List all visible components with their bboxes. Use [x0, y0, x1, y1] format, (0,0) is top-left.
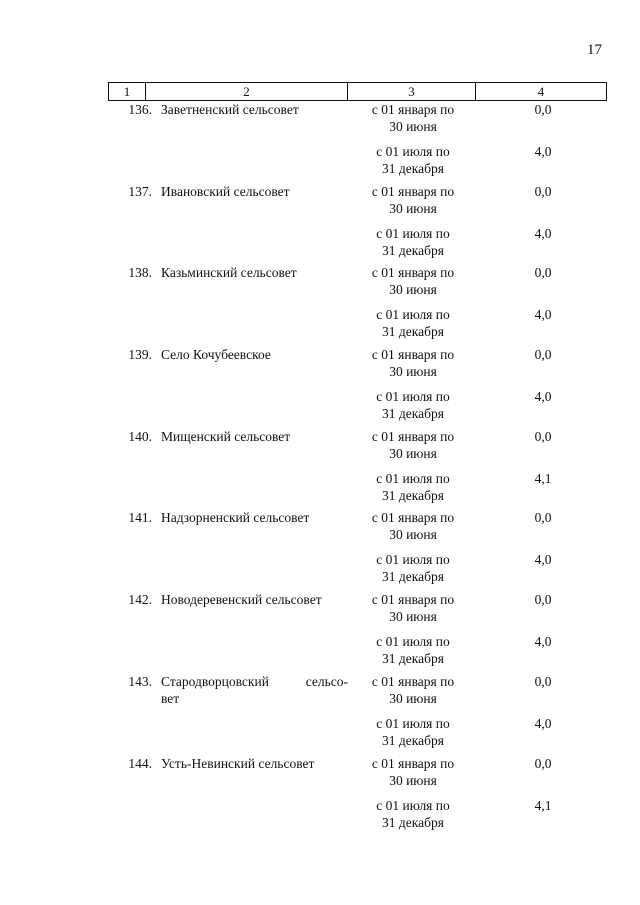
settlement-name-line: Новодеревенский сельсовет — [161, 592, 322, 608]
value-cell — [478, 508, 608, 590]
period-cell — [348, 754, 478, 836]
period-cell — [348, 345, 478, 427]
period-line: 31 декабря — [382, 324, 444, 340]
settlement-name — [152, 672, 348, 754]
value-cell — [478, 345, 608, 427]
period-line: 31 декабря — [382, 814, 444, 830]
table-row — [108, 182, 604, 264]
period-line: с 01 июля по — [376, 307, 450, 323]
period-line: 30 июня — [389, 527, 437, 543]
column-header-2: 2 — [146, 83, 348, 101]
period-line: с 01 июля по — [376, 389, 450, 405]
value-cell — [478, 100, 608, 182]
period-cell — [348, 100, 478, 182]
period-line: с 01 января по — [371, 183, 455, 199]
period-line: с 01 января по — [371, 592, 455, 608]
table-row — [108, 345, 604, 427]
settlement-name-line: Казьминский сельсовет — [161, 265, 297, 281]
value-cell — [478, 590, 608, 672]
period-range — [348, 305, 478, 347]
period-range — [348, 100, 478, 142]
period-line: с 01 июля по — [376, 552, 450, 568]
period-line: с 01 июля по — [376, 797, 450, 813]
period-range — [348, 387, 478, 429]
settlement-name — [152, 508, 348, 590]
period-cell — [348, 590, 478, 672]
row-number: 141. — [128, 510, 152, 526]
period-line: 31 декабря — [382, 651, 444, 667]
period-line: 31 декабря — [382, 569, 444, 585]
column-header-4: 4 — [476, 83, 607, 101]
settlement-name — [152, 345, 348, 427]
rate-value: 0,0 — [534, 347, 552, 363]
row-number: 139. — [128, 347, 152, 363]
table-body — [108, 100, 604, 835]
settlement-name — [152, 182, 348, 264]
rate-value: 4,0 — [534, 389, 552, 405]
page-number: 17 — [587, 42, 602, 58]
rate-value: 4,1 — [534, 797, 552, 813]
rate-value: 4,0 — [534, 225, 552, 241]
period-line: 30 июня — [389, 772, 437, 788]
settlement-name-line: Заветненский сельсовет — [161, 102, 299, 117]
table-row — [108, 508, 604, 590]
value-cell — [478, 182, 608, 264]
settlement-name — [152, 590, 348, 672]
period-line: с 01 июля по — [376, 634, 450, 650]
rate-value: 4,0 — [534, 144, 552, 159]
period-range — [348, 263, 478, 305]
settlement-name-line: Надзорненский сельсовет — [161, 510, 310, 526]
period-range — [348, 714, 478, 756]
period-cell — [348, 182, 478, 264]
table-row — [108, 100, 604, 182]
settlement-name-line: Село Кочубеевское — [161, 347, 271, 363]
row-number: 137. — [128, 183, 152, 199]
table-row — [108, 672, 604, 754]
period-line: с 01 июля по — [376, 144, 450, 159]
table-row — [108, 754, 604, 836]
period-line: с 01 июля по — [376, 225, 450, 241]
row-number: 143. — [128, 673, 152, 689]
period-range — [348, 796, 478, 838]
rate-value: 0,0 — [534, 428, 552, 444]
settlement-name — [152, 100, 348, 182]
settlement-name — [152, 427, 348, 509]
period-range — [348, 142, 478, 184]
rate-value: 4,1 — [534, 470, 552, 486]
rate-value: 0,0 — [534, 183, 552, 199]
period-range — [348, 754, 478, 796]
table-row — [108, 590, 604, 672]
period-range — [348, 672, 478, 714]
table-row — [108, 427, 604, 509]
settlement-name — [152, 754, 348, 836]
period-line: 30 июня — [389, 445, 437, 461]
period-cell — [348, 263, 478, 345]
rate-value: 0,0 — [534, 265, 552, 281]
period-line: 31 декабря — [382, 732, 444, 748]
period-line: 30 июня — [389, 119, 437, 134]
period-range — [348, 590, 478, 632]
settlement-name-line: вет — [161, 690, 180, 706]
period-line: 30 июня — [389, 200, 437, 216]
rate-value: 0,0 — [534, 592, 552, 608]
period-line: 30 июня — [389, 609, 437, 625]
period-range — [348, 508, 478, 550]
period-line: с 01 января по — [371, 265, 455, 281]
period-range — [348, 427, 478, 469]
row-number: 144. — [128, 755, 152, 771]
row-number: 142. — [128, 592, 152, 608]
settlement-name-line: Усть-Невинский сельсовет — [161, 755, 315, 771]
period-line: с 01 января по — [371, 102, 455, 117]
table-header — [108, 82, 607, 101]
period-line: 30 июня — [389, 690, 437, 706]
period-line: с 01 января по — [371, 347, 455, 363]
period-range — [348, 632, 478, 674]
rate-value: 0,0 — [534, 102, 552, 117]
period-range — [348, 224, 478, 266]
period-line: с 01 января по — [371, 673, 455, 689]
rate-value: 4,0 — [534, 552, 552, 568]
settlement-name-line: Ивановский сельсовет — [161, 183, 290, 199]
settlement-name-line: Мищенский сельсовет — [161, 428, 291, 444]
period-line: с 01 января по — [371, 428, 455, 444]
period-line: 31 декабря — [382, 242, 444, 258]
period-line: 31 декабря — [382, 406, 444, 422]
rate-value: 0,0 — [534, 673, 552, 689]
period-line: 30 июня — [389, 364, 437, 380]
period-line: 31 декабря — [382, 487, 444, 503]
row-number: 140. — [128, 428, 152, 444]
row-number: 136. — [128, 102, 152, 117]
period-cell — [348, 427, 478, 509]
period-line: с 01 июля по — [376, 715, 450, 731]
rate-value: 4,0 — [534, 715, 552, 731]
period-cell — [348, 508, 478, 590]
period-cell — [348, 672, 478, 754]
rate-value: 4,0 — [534, 634, 552, 650]
period-line: 30 июня — [389, 282, 437, 298]
value-cell — [478, 754, 608, 836]
period-range — [348, 550, 478, 592]
period-line: с 01 января по — [371, 510, 455, 526]
period-range — [348, 345, 478, 387]
rate-value: 0,0 — [534, 755, 552, 771]
period-range — [348, 182, 478, 224]
value-cell — [478, 427, 608, 509]
column-header-1: 1 — [109, 83, 146, 101]
row-number: 138. — [128, 265, 152, 281]
settlement-name — [152, 263, 348, 345]
table-row — [108, 263, 604, 345]
period-line: 31 декабря — [382, 161, 444, 176]
settlement-name-line: Стародворцовский сельсо- — [161, 673, 348, 689]
rate-value: 4,0 — [534, 307, 552, 323]
column-header-3: 3 — [348, 83, 476, 101]
period-range — [348, 469, 478, 511]
value-cell — [478, 672, 608, 754]
period-line: с 01 января по — [371, 755, 455, 771]
value-cell — [478, 263, 608, 345]
rate-value: 0,0 — [534, 510, 552, 526]
period-line: с 01 июля по — [376, 470, 450, 486]
